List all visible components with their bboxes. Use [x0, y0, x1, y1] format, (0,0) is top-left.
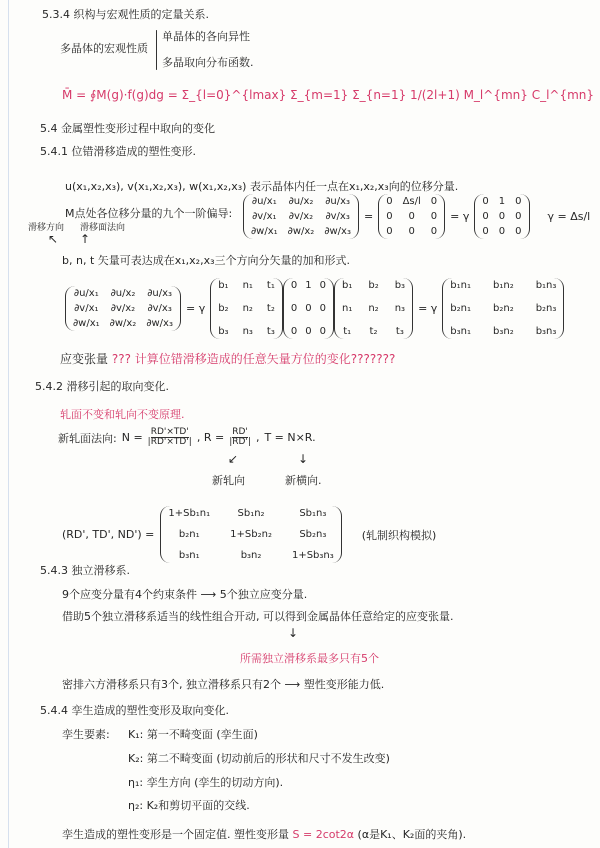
bnt-matrix: b₁ n₁ t₁ b₂ n₂ t₂ b₃ n₃ t₃: [210, 278, 283, 339]
heading-5-4: 5.4 金属塑性变形过程中取向的变化: [40, 122, 215, 135]
unit-shear-matrix: 0 1 0 0 0 0 0 0 0: [474, 194, 529, 239]
hcp-line: 密排六方滑移系只有3个, 独立滑移系只有2个 ⟶ 塑性变形能力低.: [62, 678, 385, 691]
strain-tensor-line: 应变张量 ??? 计算位错滑移造成的任意矢量方位的变化???????: [60, 352, 396, 366]
simulation-note: (轧制织构模拟): [361, 528, 437, 542]
partial-derivative-equation: ∂u/x₁ ∂u/x₂ ∂u/x₃ ∂v/x₁ ∂v/x₂ ∂v/x₃ ∂w/x₁ ∂w/x₂ ∂w/x₃ = 0 Δs/l 0 0 0 0 0 0 0 = γ 0 1 0 0 0 0 0 0 0 γ = Δs/l: [243, 194, 595, 239]
brace: [156, 30, 157, 70]
new-axes-formula: 新轧面法向: N = $\frac{RD'\times TD'}{|RD'\times TD'|}$ , R = $\frac{RD'}{|RD'|}$ , T = N×R.: [58, 427, 316, 448]
rolling-axes-equation: (RD', TD', ND') = 1+Sb₁n₁ Sb₁n₂ Sb₁n₃ b₂n₁ 1+Sb₂n₂ Sb₂n₃ b₃n₁ b₃n₂ 1+Sb₃n₃ (轧制织构模拟): [62, 508, 437, 561]
odf-formula: M̄ = ∮M(g)·f(g)dg = Σ_{l=0}^{lmax} Σ_{m=1} Σ_{n=1} 1/(2l+1) M_l^{mn} C_l^{mn}: [62, 88, 595, 102]
max-slip-conclusion: 所需独立滑移系最多只有5个: [240, 652, 379, 665]
twin-element-k2: K₂: 第二不畸变面 (切动前后的形状和尺寸不发生改变): [128, 752, 390, 765]
heading-5-4-4: 5.4.4 孪生造成的塑性变形及取向变化.: [40, 704, 229, 717]
arrow-down-icon: ↙: [228, 452, 239, 466]
brace-item-1: 单晶体的各向异性: [162, 30, 250, 43]
twin-element-k1: K₁: 第一不畸变面 (孪生面): [128, 728, 258, 741]
arrow-icon: ↑: [80, 232, 91, 246]
arrow-down-icon: ↓: [288, 626, 299, 640]
annotation-slip-direction: 滑移方向: [28, 223, 65, 233]
rolling-matrix: 1+Sb₁n₁ Sb₁n₂ Sb₁n₃ b₂n₁ 1+Sb₂n₂ Sb₂n₃ b₃n₁ b₃n₂ 1+Sb₃n₃: [160, 506, 341, 563]
twin-elements-label: 孪生要素:: [62, 728, 110, 741]
arrow-down-icon: ↓: [298, 452, 309, 466]
shear-matrix: 0 Δs/l 0 0 0 0 0 0 0: [378, 194, 445, 239]
invariance-principle: 轧面不变和轧向不变原理.: [60, 408, 185, 421]
new-rolling-direction: 新轧向: [212, 474, 245, 487]
heading-5-4-3: 5.4.3 独立滑移系.: [40, 564, 130, 577]
partials-matrix: ∂u/x₁ ∂u/x₂ ∂u/x₃ ∂v/x₁ ∂v/x₂ ∂v/x₃ ∂w/x₁ ∂w/x₂ ∂w/x₃: [243, 194, 359, 239]
heading-5-4-1: 5.4.1 位错滑移造成的塑性变形.: [40, 145, 196, 158]
partials-text: M点处各位移分量的九个一阶偏导:: [65, 207, 233, 220]
margin-line: [8, 0, 9, 848]
twin-strain-line: 孪生造成的塑性变形是一个固定值. 塑性变形量 S = 2cot2α (α是K₁、K₂面的夹角).: [62, 828, 467, 841]
brace-item-2: 多晶取向分布函数.: [162, 56, 254, 69]
twin-element-eta2: η₂: K₂和剪切平面的交线.: [128, 799, 250, 812]
twin-element-eta1: η₁: 孪生方向 (孪生的切动方向).: [128, 776, 284, 789]
constraint-line: 9个应变分量有4个约束条件 ⟶ 5个独立应变分量.: [62, 588, 308, 601]
gamma-definition: γ = Δs/l: [547, 210, 591, 223]
displacement-text: u(x₁,x₂,x₃), v(x₁,x₂,x₃), w(x₁,x₂,x₃) 表示晶体内任一点在x₁,x₂,x₃向的位移分量.: [65, 180, 459, 193]
bnt-transpose-matrix: b₁ b₂ b₃ n₁ n₂ n₃ t₁ t₂ t₃: [334, 278, 413, 339]
heading-5-3-4: 5.3.4 织构与宏观性质的定量关系.: [42, 8, 209, 21]
macro-property-label: 多晶体的宏观性质: [60, 42, 148, 55]
bnt-text: b, n, t 矢量可表达成在x₁,x₂,x₃三个方向分矢量的加和形式.: [62, 254, 350, 267]
result-matrix: b₁n₁ b₁n₂ b₁n₃ b₂n₁ b₂n₂ b₂n₃ b₃n₁ b₃n₂ b₃n₃: [442, 278, 564, 339]
annotation-slip-plane-normal: 滑移面法向: [80, 223, 126, 233]
strain-equation: ∂u/x₁ ∂u/x₂ ∂u/x₃ ∂v/x₁ ∂v/x₂ ∂v/x₃ ∂w/x₁ ∂w/x₂ ∂w/x₃ = γ b₁ n₁ t₁ b₂ n₂ t₂ b₃ n₃ t₃ 0 1 0 0 0 0 0 0 0 b₁ b₂ b₃ n₁ n₂ n₃ t₁ t₂ t₃ = γ b₁n₁ b₁n₂ b₁n₃ b₂n₁ b₂n₂ b₂n₃ b₃n₁ b₃n₂ b₃n₃: [65, 278, 564, 339]
combination-line: 借助5个独立滑移系适当的线性组合开动, 可以得到金属晶体任意给定的应变张量.: [62, 610, 454, 623]
new-transverse-direction: 新横向.: [285, 474, 322, 487]
arrow-icon: ↖: [48, 232, 59, 246]
unit-shear-matrix: 0 1 0 0 0 0 0 0 0: [283, 278, 334, 339]
heading-5-4-2: 5.4.2 滑移引起的取向变化.: [35, 380, 169, 393]
partials-matrix: ∂u/x₁ ∂u/x₂ ∂u/x₃ ∂v/x₁ ∂v/x₂ ∂v/x₃ ∂w/x₁ ∂w/x₂ ∂w/x₃: [65, 286, 181, 331]
